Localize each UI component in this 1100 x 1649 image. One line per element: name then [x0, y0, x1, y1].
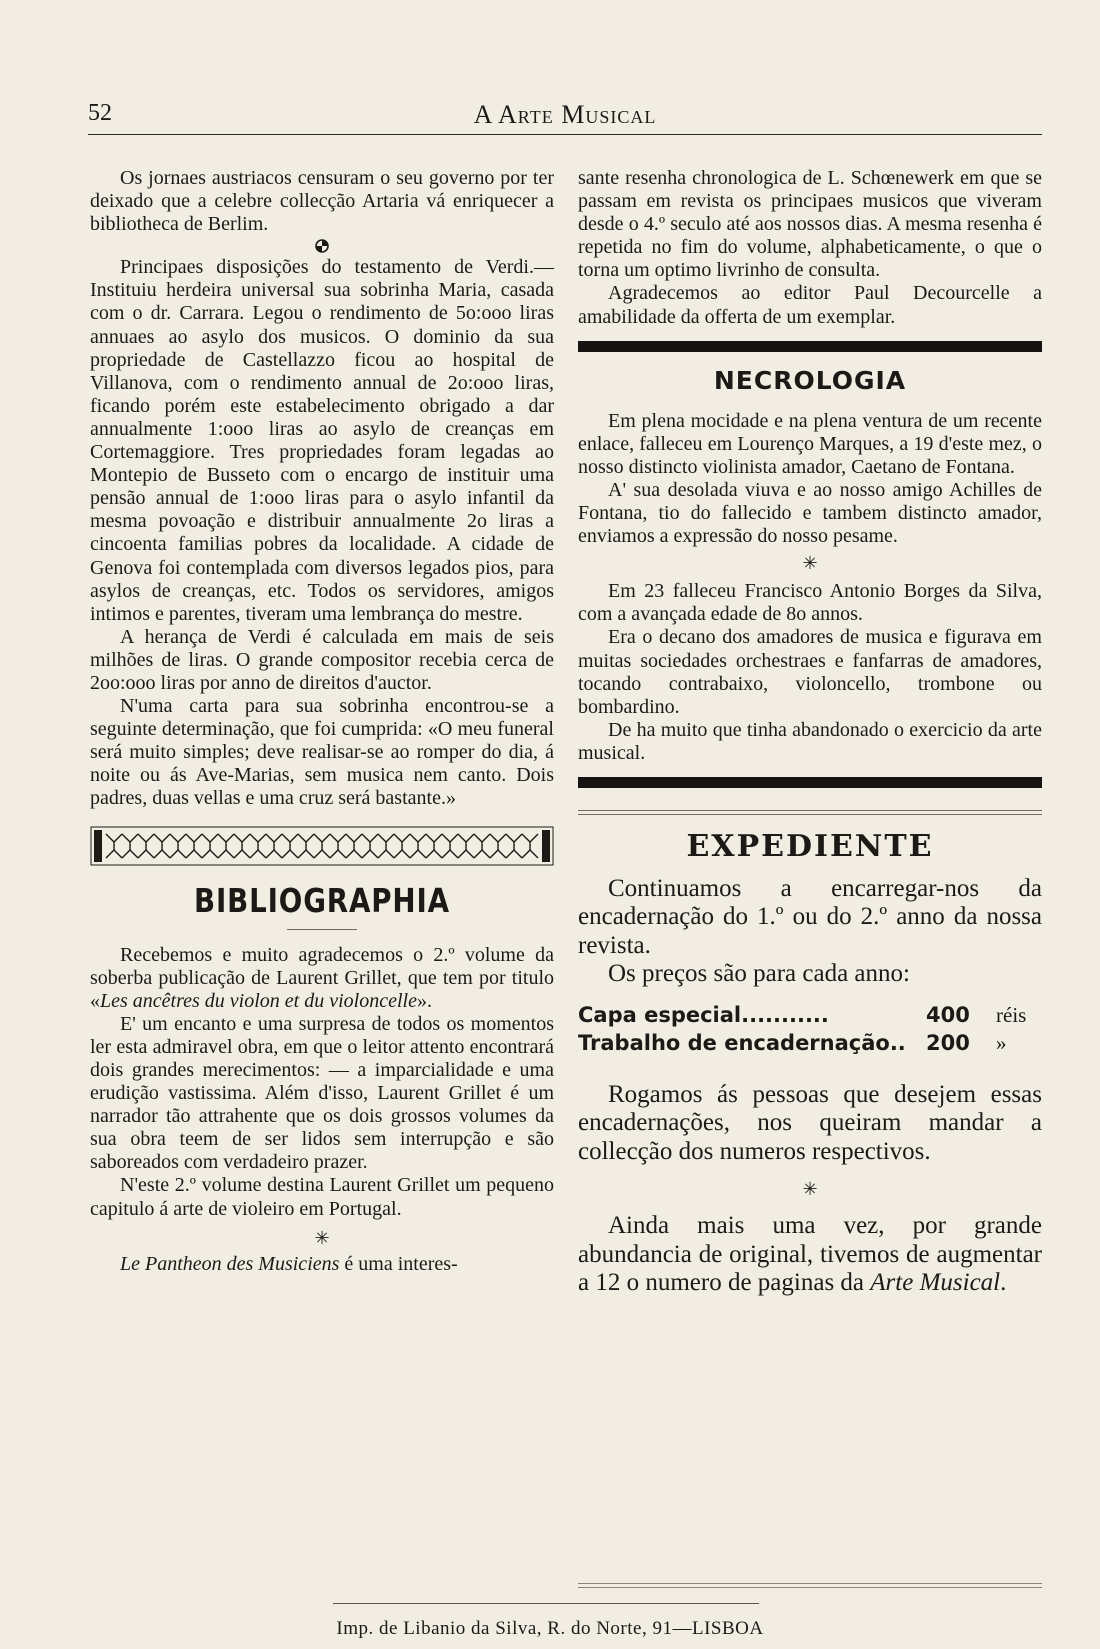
printer-colophon: Imp. de Libanio da Silva, R. do Norte, 91—LISBOA — [336, 1618, 764, 1639]
paragraph: Era o decano dos amadores de musica e figurava em muitas sociedades orchestraes e fanfarras de amadores, tocando contrabaixo, violoncello, trombone ou bombardino. — [578, 626, 1042, 718]
paragraph: A herança de Verdi é calculada em mais de seis milhões de liras. O grande compositor recebia cerca de 2oo:ooo liras por anno de direitos d'auctor. — [90, 625, 554, 694]
section-heading-bibliographia: BIBLIOGRAPHIA — [194, 880, 450, 920]
paragraph: E' um encanto e uma surpresa de todos os momentos ler esta admiravel obra, em que o leitor attento encontrará dois grandes merecimentos: — a imparcialidade e uma erudição vastissima. Além d'isso, Laurent Grillet é um narrador tão attrahente que os dois grossos volumes da sua obra teem de ser lidos sem interrupção e são saboreados com verdadeiro prazer. — [90, 1012, 554, 1174]
thin-rule — [578, 1587, 1042, 1588]
thin-rule — [578, 814, 1042, 815]
paragraph: N'este 2.º volume destina Laurent Grillet um pequeno capitulo á arte de violeiro em Portugal. — [90, 1174, 554, 1220]
paragraph: Agradecemos ao editor Paul Decourcelle a amabilidade da offerta de um exemplar. — [578, 282, 1042, 328]
left-column — [90, 167, 554, 1276]
section-heading-necrologia: NECROLOGIA — [713, 365, 907, 395]
paragraph: Principaes disposições do testamento de Verdi.— Instituiu herdeira universal sua sobrinha Maria, casada com o dr. Carrara. Legou o rendimento de 5o:ooo liras annuaes ao asylo dos musicos. O dominio da sua propriedade de Castellazzo ficou ao hospital de Villanova, com o rendimento annual de 2o:ooo liras, ficando porém este estabelecimento obrigado a dar annualmente 1:ooo liras ao asylo de creanças em Cortemaggiore. Tres propriedades foram legadas ao Montepio de Busseto com o encargo de instituir uma pensão annual de 1:ooo liras para o asylo infantil da mesma povoação e distribuir annualmente 2o liras a cincoenta familias pobres da localidade. A cidade de Genova foi contemplada com diversos legados pios, para asylos de creanças, etc. Todos os servidores, amigos intimos e parentes, tiveram uma lembrança do mestre. — [90, 256, 554, 625]
paragraph: N'uma carta para sua sobrinha encontrou-se a seguinte determinação, que foi cumprida: «O meu funeral será muito simples; deve realisar-se ao romper do dia, á noite ou ás Ave-Marias, sem musica nem canto. Dois padres, duas vellas e uma cruz será bastante.» — [90, 695, 554, 810]
paragraph: Continuamos a encarregar-nos da encadernação do 1.º ou do 2.º anno da nossa revista. — [578, 874, 1042, 959]
section-rule — [578, 341, 1042, 352]
paragraph: A' sua desolada viuva e ao nosso amigo Achilles de Fontana, tio do fallecido e tambem distincto amador, enviamos a expressão do nosso pesame. — [578, 478, 1042, 548]
price-row: Trabalho de encadernação.. 200 » — [578, 1030, 1007, 1055]
right-column — [578, 167, 1042, 1298]
paragraph: Rogamos ás pessoas que desejem essas encadernações, nos queiram mandar a collecção dos numeros respectivos. — [578, 1080, 1042, 1165]
header-rule — [88, 134, 1042, 135]
running-head — [88, 100, 1042, 132]
price-row: Capa especial........... 400 réis — [578, 1002, 1027, 1027]
price-list — [578, 1001, 1042, 1057]
paragraph: Em 23 falleceu Francisco Antonio Borges da Silva, com a avançada edade de 8o annos. — [578, 580, 1042, 626]
thin-rule — [578, 1583, 1042, 1584]
journal-title: A Arte Musical — [473, 100, 657, 129]
asterism-icon: ✳ — [802, 1179, 818, 1200]
ornamental-border — [90, 825, 554, 867]
asterism-icon: ✳ — [802, 553, 818, 574]
paragraph: Os preços são para cada anno: — [608, 960, 910, 988]
paragraph: Os jornaes austriacos censuram o seu governo por ter deixado que a celebre collecção Artaria vá enriquecer a bibliotheca de Berlim. — [90, 167, 554, 236]
thin-rule — [578, 810, 1042, 811]
fleuron-ornament-icon — [314, 238, 330, 254]
paragraph: Recebemos e muito agradecemos o 2.º volume da soberba publicação de Laurent Grillet, que tem por titulo «Les ancêtres du violon et du violoncelle». — [90, 943, 554, 1012]
paragraph: Em plena mocidade e na plena ventura de um recente enlace, falleceu em Lourenço Marques, a 19 d'este mez, o nosso distincto violinista amador, Caetano de Fontana. — [578, 409, 1042, 478]
asterism-icon: ✳ — [314, 1227, 330, 1248]
short-rule — [287, 929, 357, 930]
section-rule — [578, 777, 1042, 788]
paragraph: Le Pantheon des Musiciens é uma interes- — [120, 1252, 458, 1275]
page-number: 52 — [88, 100, 112, 126]
section-heading-expediente: EXPEDIENTE — [686, 828, 934, 864]
paragraph: Ainda mais uma vez, por grande abundancia de original, tivemos de augmentar a 12 o numero de paginas da Arte Musical. — [578, 1212, 1042, 1297]
paragraph: De ha muito que tinha abandonado o exercicio da arte musical. — [578, 718, 1042, 764]
colophon-rule — [333, 1603, 759, 1604]
paragraph: sante resenha chronologica de L. Schœnewerk em que se passam em revista os principaes musicos que viveram desde o 4.º seculo até aos nossos dias. A mesma resenha é repetida no fim do volume, alphabeticamente, o que o torna um optimo livrinho de consulta. — [578, 167, 1042, 282]
